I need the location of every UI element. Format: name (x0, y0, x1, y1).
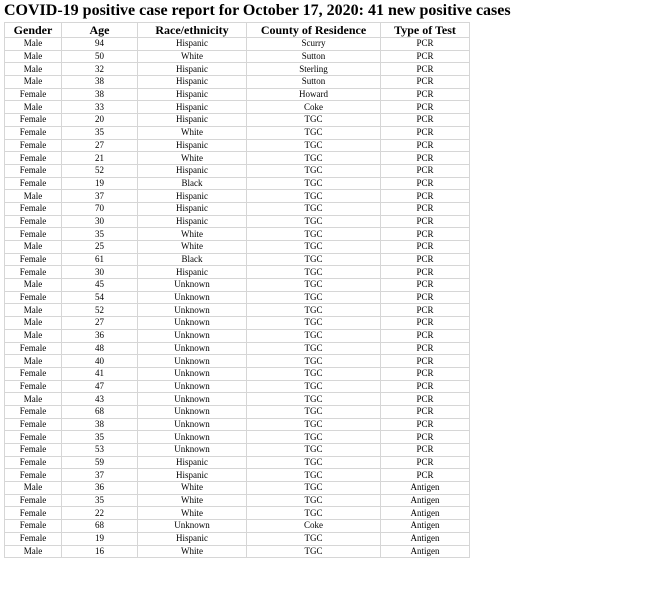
table-row (5, 241, 470, 254)
cell-county: Scurry (247, 38, 381, 51)
table-row (5, 380, 470, 393)
cell-race-ethnicity: White (138, 494, 247, 507)
cell-test-type: Antigen (381, 494, 470, 507)
table-row (5, 253, 470, 266)
cell-test-type: PCR (381, 114, 470, 127)
cell-age: 40 (62, 355, 138, 368)
cell-race-ethnicity: Unknown (138, 342, 247, 355)
cell-age: 35 (62, 126, 138, 139)
cell-race-ethnicity: White (138, 241, 247, 254)
cell-county: TGC (247, 494, 381, 507)
cell-age: 38 (62, 418, 138, 431)
cell-gender: Male (5, 304, 62, 317)
cell-age: 48 (62, 342, 138, 355)
cell-county: TGC (247, 532, 381, 545)
table-row (5, 507, 470, 520)
table-row (5, 329, 470, 342)
cell-gender: Male (5, 355, 62, 368)
cell-race-ethnicity: Hispanic (138, 76, 247, 89)
table-row (5, 202, 470, 215)
cell-age: 54 (62, 291, 138, 304)
cell-county: TGC (247, 329, 381, 342)
cell-test-type: PCR (381, 215, 470, 228)
cell-county: TGC (247, 431, 381, 444)
table-row (5, 152, 470, 165)
column-header-race-ethnicity: Race/ethnicity (138, 23, 247, 38)
cell-test-type: PCR (381, 50, 470, 63)
cell-gender: Female (5, 380, 62, 393)
cell-gender: Male (5, 545, 62, 558)
cell-race-ethnicity: Hispanic (138, 63, 247, 76)
cell-age: 50 (62, 50, 138, 63)
table-row (5, 291, 470, 304)
table-row (5, 38, 470, 51)
cell-race-ethnicity: Unknown (138, 444, 247, 457)
page-title: COVID-19 positive case report for October 17, 2020: 41 new positive cases (4, 2, 511, 19)
cell-gender: Male (5, 50, 62, 63)
cell-county: Sutton (247, 50, 381, 63)
cell-county: TGC (247, 291, 381, 304)
cell-county: TGC (247, 405, 381, 418)
cell-gender: Female (5, 367, 62, 380)
cell-gender: Male (5, 482, 62, 495)
cell-race-ethnicity: Unknown (138, 291, 247, 304)
cell-race-ethnicity: Hispanic (138, 190, 247, 203)
cell-race-ethnicity: Hispanic (138, 532, 247, 545)
cell-test-type: PCR (381, 164, 470, 177)
cell-county: TGC (247, 164, 381, 177)
cell-county: TGC (247, 342, 381, 355)
cell-county: TGC (247, 228, 381, 241)
cell-race-ethnicity: Unknown (138, 329, 247, 342)
cell-county: TGC (247, 444, 381, 457)
cell-county: TGC (247, 304, 381, 317)
cell-county: Coke (247, 101, 381, 114)
table-row (5, 532, 470, 545)
cell-race-ethnicity: Unknown (138, 317, 247, 330)
cell-test-type: PCR (381, 279, 470, 292)
table-row (5, 482, 470, 495)
cell-test-type: Antigen (381, 520, 470, 533)
table-row (5, 126, 470, 139)
cell-county: TGC (247, 126, 381, 139)
table-body (5, 38, 470, 558)
cell-county: TGC (247, 253, 381, 266)
table-row (5, 164, 470, 177)
cell-county: TGC (247, 114, 381, 127)
cell-test-type: PCR (381, 380, 470, 393)
table-row (5, 139, 470, 152)
cell-test-type: PCR (381, 253, 470, 266)
cell-test-type: PCR (381, 126, 470, 139)
cell-test-type: PCR (381, 152, 470, 165)
cell-test-type: PCR (381, 329, 470, 342)
cell-age: 19 (62, 532, 138, 545)
cell-county: TGC (247, 393, 381, 406)
cell-age: 52 (62, 164, 138, 177)
cell-age: 25 (62, 241, 138, 254)
cell-gender: Male (5, 101, 62, 114)
cell-race-ethnicity: Hispanic (138, 38, 247, 51)
cell-test-type: PCR (381, 304, 470, 317)
cell-gender: Female (5, 114, 62, 127)
cell-age: 33 (62, 101, 138, 114)
cell-race-ethnicity: White (138, 228, 247, 241)
cell-test-type: PCR (381, 38, 470, 51)
cell-gender: Female (5, 266, 62, 279)
cell-race-ethnicity: Hispanic (138, 114, 247, 127)
table-row (5, 114, 470, 127)
table-row (5, 494, 470, 507)
cell-test-type: Antigen (381, 545, 470, 558)
cell-test-type: PCR (381, 291, 470, 304)
cell-race-ethnicity: Unknown (138, 304, 247, 317)
cell-gender: Male (5, 38, 62, 51)
cell-gender: Female (5, 215, 62, 228)
cell-age: 47 (62, 380, 138, 393)
cell-test-type: PCR (381, 405, 470, 418)
cell-county: TGC (247, 545, 381, 558)
cell-race-ethnicity: Unknown (138, 520, 247, 533)
cell-county: TGC (247, 456, 381, 469)
cell-gender: Female (5, 291, 62, 304)
cell-test-type: PCR (381, 190, 470, 203)
cell-age: 35 (62, 228, 138, 241)
cell-county: TGC (247, 202, 381, 215)
cell-gender: Male (5, 190, 62, 203)
column-header-county: County of Residence (247, 23, 381, 38)
cell-race-ethnicity: Hispanic (138, 139, 247, 152)
cell-gender: Female (5, 405, 62, 418)
cell-county: Sutton (247, 76, 381, 89)
cell-age: 43 (62, 393, 138, 406)
cell-gender: Female (5, 202, 62, 215)
cell-age: 27 (62, 139, 138, 152)
cell-age: 53 (62, 444, 138, 457)
cell-gender: Male (5, 76, 62, 89)
cell-age: 61 (62, 253, 138, 266)
cell-race-ethnicity: Unknown (138, 355, 247, 368)
cell-county: TGC (247, 507, 381, 520)
cell-race-ethnicity: Hispanic (138, 215, 247, 228)
cell-test-type: PCR (381, 101, 470, 114)
cell-age: 68 (62, 405, 138, 418)
cell-test-type: Antigen (381, 507, 470, 520)
table-row (5, 266, 470, 279)
cell-age: 35 (62, 494, 138, 507)
cell-age: 21 (62, 152, 138, 165)
cell-county: TGC (247, 177, 381, 190)
cell-test-type: PCR (381, 241, 470, 254)
cell-gender: Female (5, 532, 62, 545)
cell-race-ethnicity: White (138, 482, 247, 495)
cell-test-type: PCR (381, 63, 470, 76)
cell-gender: Female (5, 456, 62, 469)
cell-race-ethnicity: White (138, 152, 247, 165)
cell-age: 68 (62, 520, 138, 533)
cell-race-ethnicity: Black (138, 253, 247, 266)
cell-race-ethnicity: Hispanic (138, 456, 247, 469)
cell-gender: Female (5, 469, 62, 482)
cell-gender: Male (5, 63, 62, 76)
table-row (5, 279, 470, 292)
table-row (5, 88, 470, 101)
cell-age: 30 (62, 215, 138, 228)
cell-gender: Female (5, 177, 62, 190)
table-row (5, 444, 470, 457)
cell-gender: Male (5, 393, 62, 406)
cell-county: Coke (247, 520, 381, 533)
cell-age: 59 (62, 456, 138, 469)
cell-age: 35 (62, 431, 138, 444)
table-row (5, 228, 470, 241)
cell-age: 20 (62, 114, 138, 127)
cell-gender: Male (5, 279, 62, 292)
cell-gender: Female (5, 164, 62, 177)
cell-county: TGC (247, 215, 381, 228)
cell-race-ethnicity: Unknown (138, 405, 247, 418)
cell-test-type: PCR (381, 266, 470, 279)
cell-race-ethnicity: Black (138, 177, 247, 190)
table-row (5, 190, 470, 203)
cell-gender: Female (5, 520, 62, 533)
cell-age: 38 (62, 88, 138, 101)
cell-gender: Female (5, 342, 62, 355)
table-row (5, 177, 470, 190)
table-row (5, 545, 470, 558)
table-row (5, 367, 470, 380)
cell-gender: Male (5, 317, 62, 330)
cell-test-type: PCR (381, 342, 470, 355)
cell-race-ethnicity: White (138, 507, 247, 520)
cell-county: Howard (247, 88, 381, 101)
cell-gender: Female (5, 431, 62, 444)
cell-age: 38 (62, 76, 138, 89)
cell-age: 37 (62, 469, 138, 482)
table-row (5, 76, 470, 89)
cell-race-ethnicity: Hispanic (138, 101, 247, 114)
table-row (5, 101, 470, 114)
cell-race-ethnicity: Hispanic (138, 202, 247, 215)
cell-gender: Female (5, 494, 62, 507)
table-row (5, 304, 470, 317)
cell-gender: Female (5, 126, 62, 139)
cell-gender: Male (5, 329, 62, 342)
cell-gender: Female (5, 139, 62, 152)
cell-county: Sterling (247, 63, 381, 76)
cell-age: 36 (62, 482, 138, 495)
cell-gender: Female (5, 152, 62, 165)
cell-race-ethnicity: White (138, 126, 247, 139)
cell-gender: Female (5, 418, 62, 431)
table-header-row (5, 23, 470, 38)
cell-age: 70 (62, 202, 138, 215)
cell-test-type: PCR (381, 444, 470, 457)
table-row (5, 342, 470, 355)
column-header-test-type: Type of Test (381, 23, 470, 38)
cell-age: 30 (62, 266, 138, 279)
cell-test-type: PCR (381, 177, 470, 190)
cell-county: TGC (247, 469, 381, 482)
cell-county: TGC (247, 241, 381, 254)
cell-test-type: PCR (381, 317, 470, 330)
cell-age: 32 (62, 63, 138, 76)
cell-gender: Female (5, 228, 62, 241)
cell-race-ethnicity: White (138, 50, 247, 63)
cell-race-ethnicity: Hispanic (138, 164, 247, 177)
cell-county: TGC (247, 418, 381, 431)
cell-age: 94 (62, 38, 138, 51)
cell-county: TGC (247, 367, 381, 380)
cell-test-type: PCR (381, 367, 470, 380)
cell-gender: Female (5, 507, 62, 520)
cell-county: TGC (247, 279, 381, 292)
cell-race-ethnicity: Unknown (138, 393, 247, 406)
cell-race-ethnicity: Hispanic (138, 88, 247, 101)
cell-race-ethnicity: Hispanic (138, 469, 247, 482)
table-row (5, 63, 470, 76)
cell-race-ethnicity: Unknown (138, 431, 247, 444)
table-row (5, 355, 470, 368)
cell-race-ethnicity: Unknown (138, 367, 247, 380)
cell-county: TGC (247, 317, 381, 330)
table-row (5, 418, 470, 431)
cell-age: 37 (62, 190, 138, 203)
table-row (5, 469, 470, 482)
cell-race-ethnicity: Unknown (138, 418, 247, 431)
cell-age: 52 (62, 304, 138, 317)
cell-gender: Female (5, 253, 62, 266)
cell-age: 45 (62, 279, 138, 292)
cell-test-type: Antigen (381, 532, 470, 545)
cell-gender: Female (5, 444, 62, 457)
cell-test-type: PCR (381, 202, 470, 215)
table-row (5, 215, 470, 228)
column-header-age: Age (62, 23, 138, 38)
cell-test-type: PCR (381, 76, 470, 89)
cell-test-type: PCR (381, 139, 470, 152)
cell-test-type: PCR (381, 469, 470, 482)
table-row (5, 393, 470, 406)
cell-county: TGC (247, 355, 381, 368)
cell-county: TGC (247, 152, 381, 165)
table-row (5, 317, 470, 330)
cell-county: TGC (247, 380, 381, 393)
cell-county: TGC (247, 266, 381, 279)
cell-age: 19 (62, 177, 138, 190)
cell-test-type: PCR (381, 418, 470, 431)
cell-race-ethnicity: Unknown (138, 380, 247, 393)
table-row (5, 431, 470, 444)
cell-race-ethnicity: White (138, 545, 247, 558)
table-row (5, 520, 470, 533)
cell-county: TGC (247, 482, 381, 495)
cell-test-type: PCR (381, 355, 470, 368)
case-report-table (4, 22, 470, 558)
cell-test-type: PCR (381, 88, 470, 101)
column-header-gender: Gender (5, 23, 62, 38)
cell-test-type: PCR (381, 456, 470, 469)
cell-race-ethnicity: Hispanic (138, 266, 247, 279)
cell-test-type: PCR (381, 431, 470, 444)
cell-age: 36 (62, 329, 138, 342)
cell-test-type: PCR (381, 393, 470, 406)
cell-test-type: Antigen (381, 482, 470, 495)
cell-age: 16 (62, 545, 138, 558)
cell-age: 27 (62, 317, 138, 330)
cell-race-ethnicity: Unknown (138, 279, 247, 292)
table-row (5, 456, 470, 469)
cell-age: 41 (62, 367, 138, 380)
cell-test-type: PCR (381, 228, 470, 241)
cell-county: TGC (247, 190, 381, 203)
table-row (5, 50, 470, 63)
cell-gender: Male (5, 241, 62, 254)
cell-age: 22 (62, 507, 138, 520)
cell-county: TGC (247, 139, 381, 152)
table-row (5, 405, 470, 418)
cell-gender: Female (5, 88, 62, 101)
